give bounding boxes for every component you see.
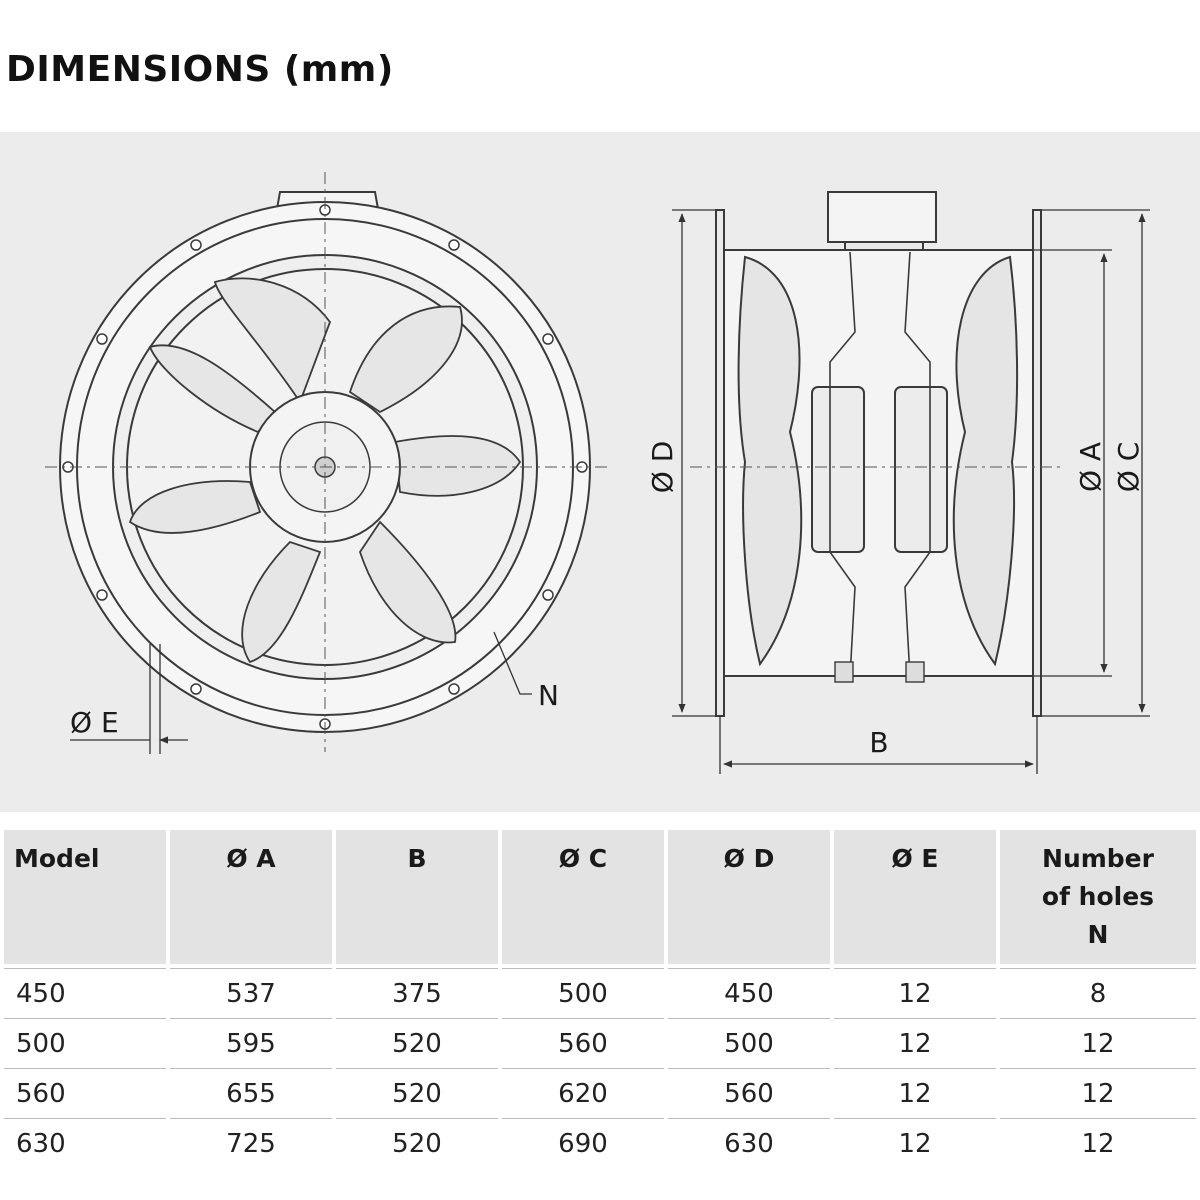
cell-b: 520	[336, 1068, 498, 1118]
flange-right	[1033, 210, 1041, 716]
cell-a: 725	[170, 1118, 332, 1168]
front-view	[45, 172, 610, 752]
header-diameter-e: Ø E	[834, 830, 996, 964]
technical-drawing-panel	[0, 132, 1200, 812]
cell-a: 655	[170, 1068, 332, 1118]
label-diameter-e: Ø E	[70, 706, 119, 739]
header-number-of-holes: Number of holes N	[1000, 830, 1196, 964]
label-diameter-a: Ø A	[1074, 441, 1107, 493]
flange-left	[716, 210, 724, 716]
table-row	[4, 1118, 1196, 1168]
cell-b: 375	[336, 968, 498, 1018]
cell-e: 12	[834, 1018, 996, 1068]
header-diameter-d: Ø D	[668, 830, 830, 964]
table-row	[4, 968, 1196, 1018]
cell-d: 630	[668, 1118, 830, 1168]
cell-n: 8	[1000, 968, 1196, 1018]
motor-left	[812, 387, 864, 552]
table-row	[4, 1018, 1196, 1068]
cell-a: 537	[170, 968, 332, 1018]
cell-a: 595	[170, 1018, 332, 1068]
cell-c: 560	[502, 1018, 664, 1068]
cell-c: 690	[502, 1118, 664, 1168]
technical-drawing	[0, 132, 1200, 812]
cell-e: 12	[834, 1068, 996, 1118]
cell-model: 500	[4, 1018, 166, 1068]
cell-b: 520	[336, 1018, 498, 1068]
cell-model: 450	[4, 968, 166, 1018]
cell-n: 12	[1000, 1118, 1196, 1168]
cell-model: 560	[4, 1068, 166, 1118]
cell-c: 500	[502, 968, 664, 1018]
junction-box-side	[828, 192, 936, 242]
label-length-b: B	[869, 726, 889, 759]
label-holes-n: N	[538, 679, 559, 712]
table-row	[4, 1068, 1196, 1118]
cell-d: 450	[668, 968, 830, 1018]
cell-d: 560	[668, 1068, 830, 1118]
header-model: Model	[4, 830, 166, 964]
cell-d: 500	[668, 1018, 830, 1068]
page-title: DIMENSIONS (mm)	[6, 49, 394, 90]
cell-b: 520	[336, 1118, 498, 1168]
label-diameter-d: Ø D	[646, 440, 679, 494]
cell-model: 630	[4, 1118, 166, 1168]
cell-e: 12	[834, 1118, 996, 1168]
header-diameter-a: Ø A	[170, 830, 332, 964]
cell-e: 12	[834, 968, 996, 1018]
table-header-row	[4, 830, 1196, 964]
label-diameter-c: Ø C	[1112, 441, 1145, 493]
motor-right	[895, 387, 947, 552]
side-view	[690, 192, 1060, 716]
cell-n: 12	[1000, 1018, 1196, 1068]
header-length-b: B	[336, 830, 498, 964]
cell-c: 620	[502, 1068, 664, 1118]
cell-n: 12	[1000, 1068, 1196, 1118]
header-diameter-c: Ø C	[502, 830, 664, 964]
dimensions-table	[0, 830, 1200, 1168]
